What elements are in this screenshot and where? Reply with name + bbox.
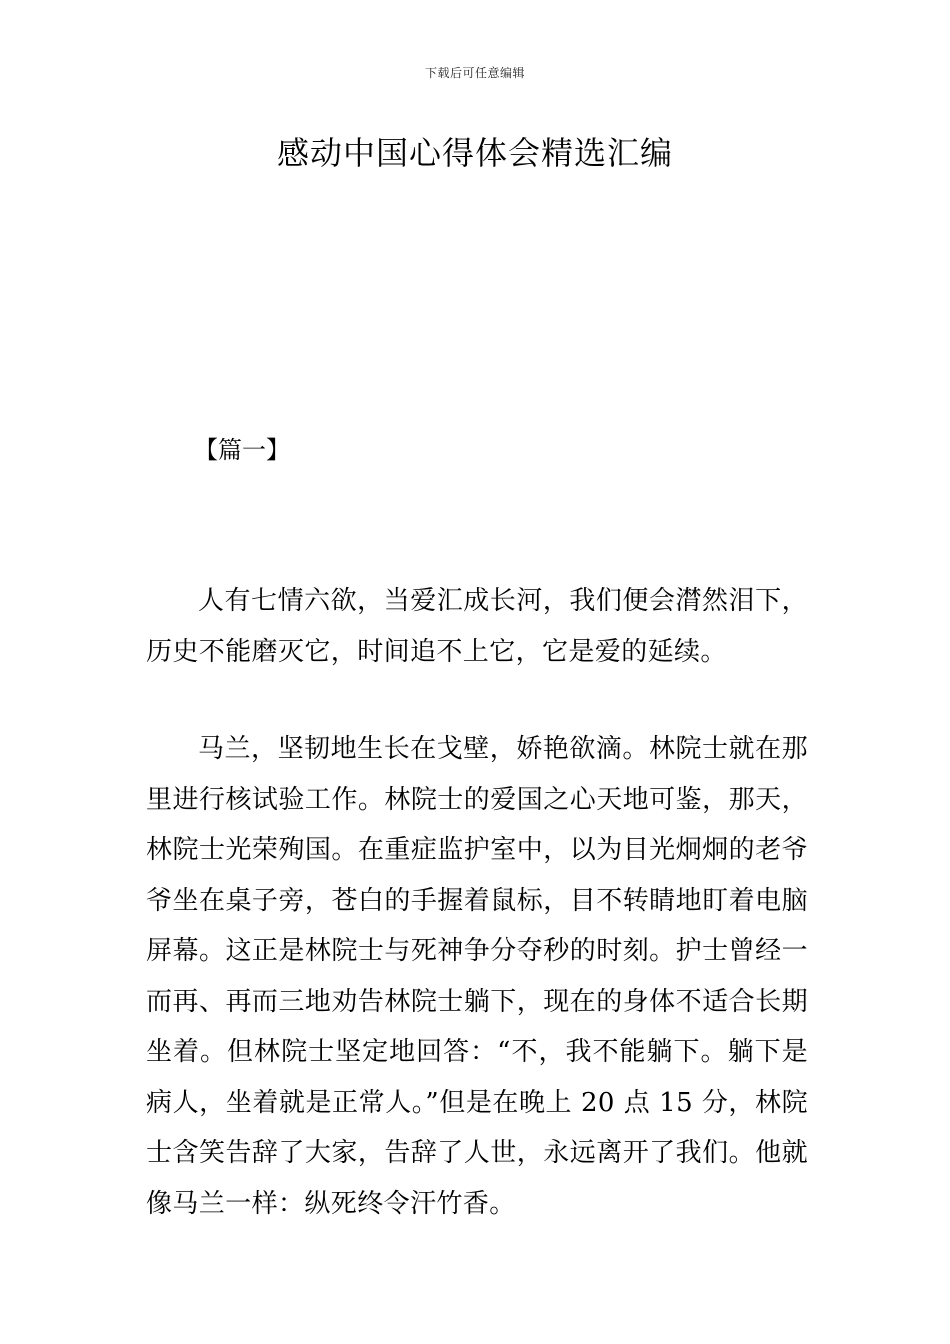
paragraph-2: 马兰，坚韧地生长在戈壁，娇艳欲滴。林院士就在那里进行核试验工作。林院士的爱国之心天地可鉴，那天，林院士光荣殉国。在重症监护室中，以为目光炯炯的老爷爷坐在桌子旁，苍白的手握着鼠标，目不转睛地盯着电脑屏幕。这正是林院士与死神争分夺秒的时刻。护士曾经一而再、再而三地劝告林院士躺下，现在的身体不适合长期坐着。但林院士坚定地回答：“不，我不能躺下。躺下是病人，坐着就是正常人。”但是在晚上 20 点 15 分，林院士含笑告辞了大家，告辞了人世，永远离开了我们。他就像马兰一样：纵死终令汗竹香。 (146, 734, 808, 1219)
header-note: 下载后可任意编辑 (424, 66, 525, 80)
document-title: 感动中国心得体会精选汇编 (276, 134, 673, 172)
paragraph-1: 人有七情六欲，当爱汇成长河，我们便会潸然泪下，历史不能磨灭它，时间追不上它，它是爱的延续。 (146, 586, 808, 667)
section-label: 【篇一】 (194, 436, 290, 464)
